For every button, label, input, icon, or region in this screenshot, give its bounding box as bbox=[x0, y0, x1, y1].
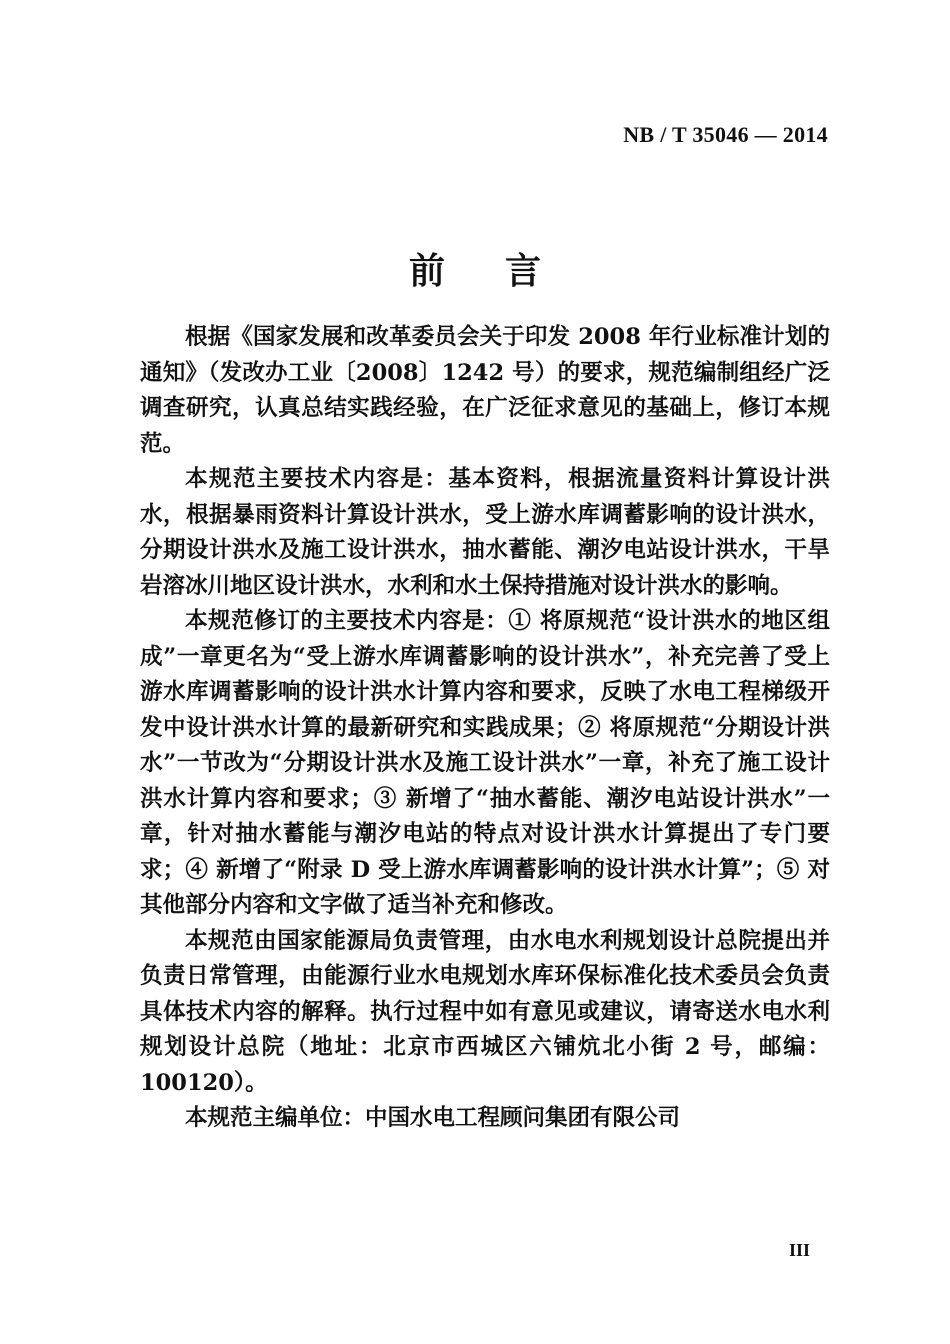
page-title: 前言 bbox=[408, 250, 601, 293]
paragraph-management: 本规范由国家能源局负责管理，由水电水利规划设计总院提出并负责日常管理，由能源行业水电规划水库环保标准化技术委员会负责具体技术内容的解释。执行过程中如有意见或建议，请寄送水电水利规划设计总院（地址：北京市西城区六铺炕北小街 2 号，邮编：100120）。 bbox=[140, 927, 830, 1096]
paragraph-chief-editor: 本规范主编单位：中国水电工程顾问集团有限公司 bbox=[185, 1105, 681, 1131]
paragraph-revisions: 本规范修订的主要技术内容是：① 将原规范“设计洪水的地区组成”一章更名为“受上游水库调蓄影响的设计洪水”，补充完善了受上游水库调蓄影响的设计洪水计算内容和要求，反映了水电工程梯级开发中设计洪水计算的最新研究和实践成果；② 将原规范“分期设计洪水”一节改为“分期设计洪水及施工设计洪水”一章，补充了施工设计洪水计算内容和要求；③ 新增了“抽水蓄能、潮汐电站设计洪水”一章，针对抽水蓄能与潮汐电站的特点对设计洪水计算提出了专门要求；④ 新增了“附录 D 受上游水库调蓄影响的设计洪水计算”；⑤ 对其他部分内容和文字做了适当补充和修改。 bbox=[140, 608, 830, 918]
preface-body bbox=[140, 320, 830, 1137]
standard-code: NB / T 35046 — 2014 bbox=[623, 122, 828, 147]
paragraph-basis: 根据《国家发展和改革委员会关于印发 2008 年行业标准计划的通知》（发改办工业〔2008〕1242 号）的要求，规范编制组经广泛调查研究，认真总结实践经验，在广泛征求意见的基础上，修订本规范。 bbox=[140, 324, 830, 457]
page-number: III bbox=[788, 1240, 810, 1260]
paragraph-main-content: 本规范主要技术内容是：基本资料，根据流量资料计算设计洪水，根据暴雨资料计算设计洪水，受上游水库调蓄影响的设计洪水，分期设计洪水及施工设计洪水，抽水蓄能、潮汐电站设计洪水，干旱岩溶冰川地区设计洪水，水利和水土保持措施对设计洪水的影响。 bbox=[140, 466, 830, 599]
